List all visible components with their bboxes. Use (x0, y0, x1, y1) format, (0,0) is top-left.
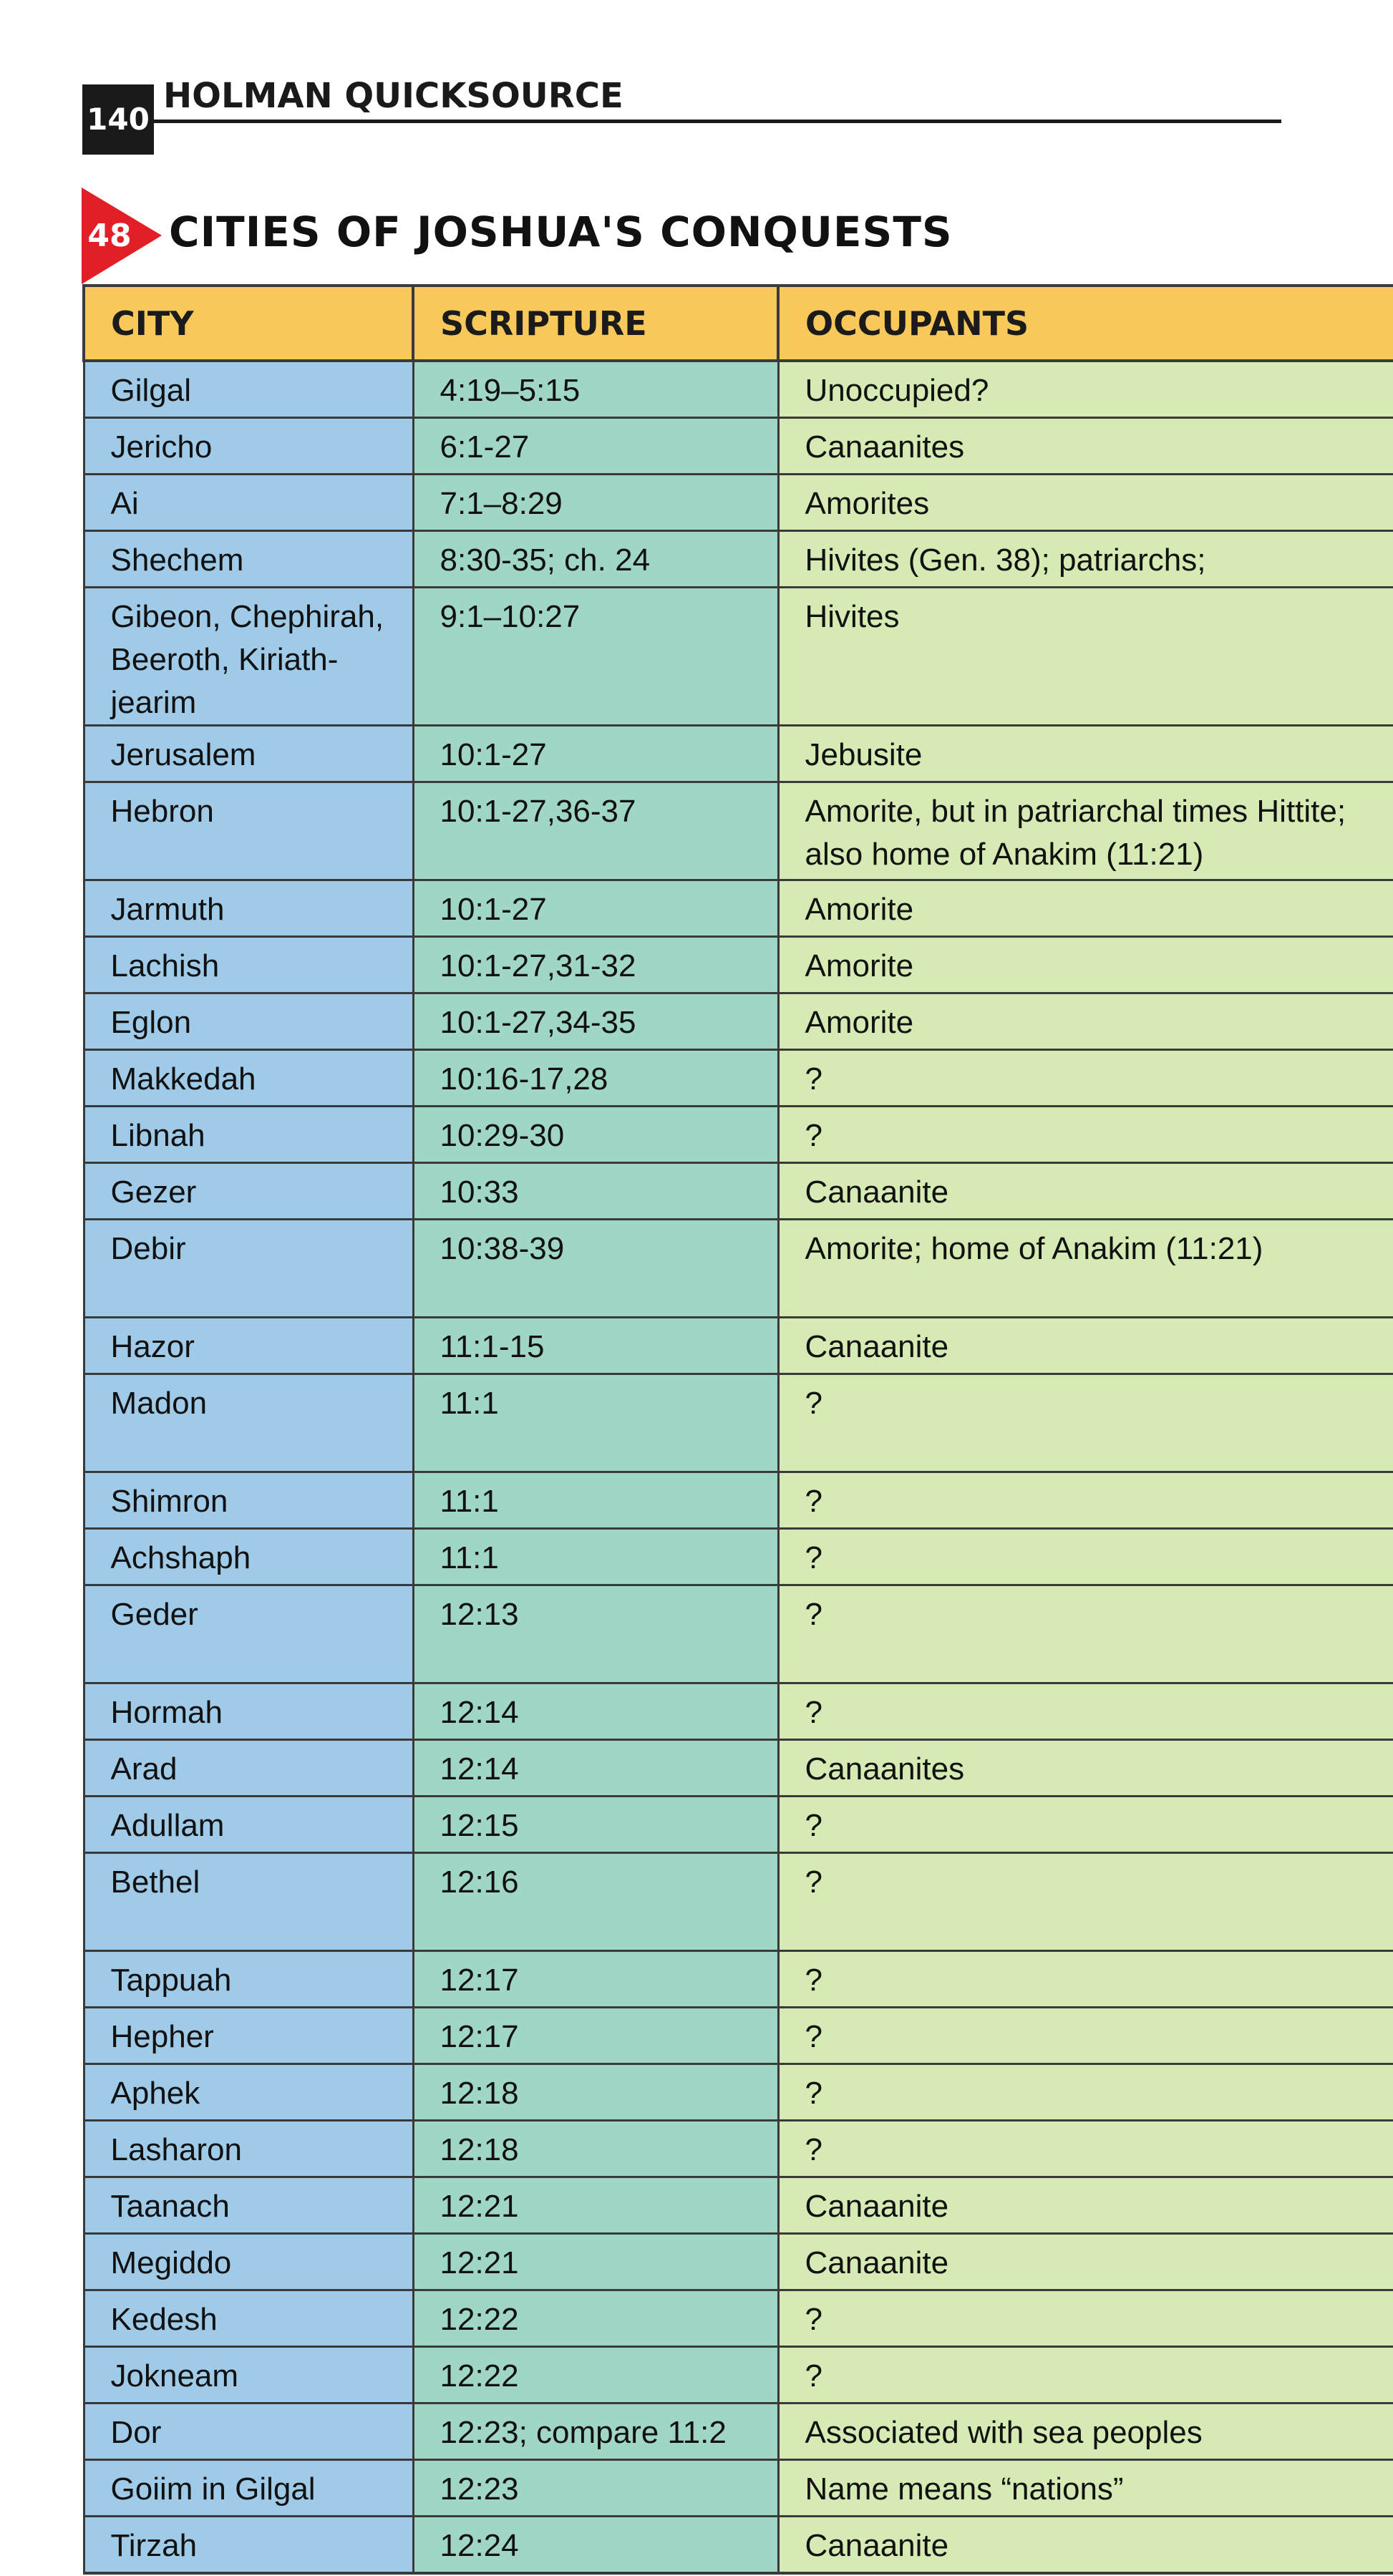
city-cell: Jarmuth (84, 880, 413, 937)
occupants-cell: ? (778, 1472, 1393, 1529)
occupants-cell: ? (778, 1107, 1393, 1163)
occupants-cell: ? (778, 2121, 1393, 2177)
scripture-cell: 12:18 (413, 2064, 778, 2121)
occupants-cell: ? (778, 1797, 1393, 1853)
scripture-cell: 12:18 (413, 2121, 778, 2177)
occupants-cell: Name means “nations” (778, 2460, 1393, 2517)
scripture-cell: 12:16 (413, 1853, 778, 1951)
scripture-cell: 12:14 (413, 1683, 778, 1740)
occupants-cell: ? (778, 1683, 1393, 1740)
table-row (84, 1529, 1393, 1585)
city-cell: Dor (84, 2404, 413, 2460)
column-header-scripture: SCRIPTURE (413, 286, 778, 361)
running-head: HOLMAN QUICKSOURCE (163, 76, 623, 116)
table-row (84, 1797, 1393, 1853)
city-cell: Shimron (84, 1472, 413, 1529)
table-row (84, 2121, 1393, 2177)
scripture-cell: 12:23; compare 11:2 (413, 2404, 778, 2460)
table-row (84, 2008, 1393, 2064)
scripture-cell: 10:33 (413, 1163, 778, 1220)
scripture-cell: 11:1-15 (413, 1318, 778, 1374)
scripture-cell: 12:22 (413, 2290, 778, 2347)
occupants-cell: Associated with sea peoples (778, 2404, 1393, 2460)
table-row (84, 1740, 1393, 1797)
city-cell: Achshaph (84, 1529, 413, 1585)
occupants-cell: ? (778, 1853, 1393, 1951)
city-cell: Megiddo (84, 2234, 413, 2290)
scripture-cell: 10:16-17,28 (413, 1050, 778, 1107)
scripture-cell: 12:17 (413, 1951, 778, 2008)
city-cell: Taanach (84, 2177, 413, 2234)
city-cell: Shechem (84, 531, 413, 588)
table-row (84, 1220, 1393, 1318)
scripture-cell: 12:17 (413, 2008, 778, 2064)
scripture-cell: 6:1-27 (413, 418, 778, 475)
city-cell: Gezer (84, 1163, 413, 1220)
scripture-cell: 11:1 (413, 1374, 778, 1472)
table-row (84, 2177, 1393, 2234)
table-row (84, 937, 1393, 993)
table-row (84, 1472, 1393, 1529)
occupants-cell: Canaanites (778, 1740, 1393, 1797)
occupants-cell: Amorite (778, 993, 1393, 1050)
table-row (84, 2064, 1393, 2121)
column-header-city: CITY (84, 286, 413, 361)
scripture-cell: 12:14 (413, 1740, 778, 1797)
table-header-row (84, 286, 1393, 361)
table-row (84, 1951, 1393, 2008)
occupants-cell: Canaanite (778, 1163, 1393, 1220)
table-row (84, 1853, 1393, 1951)
table-row (84, 418, 1393, 475)
occupants-cell: ? (778, 2008, 1393, 2064)
occupants-cell: Hivites (Gen. 38); patriarchs; (778, 531, 1393, 588)
scripture-cell: 10:1-27 (413, 880, 778, 937)
table-row (84, 880, 1393, 937)
scripture-cell: 4:19–5:15 (413, 361, 778, 418)
city-cell: Debir (84, 1220, 413, 1318)
occupants-cell: ? (778, 1951, 1393, 2008)
table-row (84, 2460, 1393, 2517)
occupants-cell: Amorites (778, 475, 1393, 531)
occupants-cell: ? (778, 2290, 1393, 2347)
city-cell: Hormah (84, 1683, 413, 1740)
table-row (84, 782, 1393, 880)
cities-table (82, 284, 1393, 2575)
city-cell: Kedesh (84, 2290, 413, 2347)
scripture-cell: 10:1-27,34-35 (413, 993, 778, 1050)
occupants-cell: ? (778, 1529, 1393, 1585)
column-header-occupants: OCCUPANTS (778, 286, 1393, 361)
table-row (84, 1050, 1393, 1107)
city-cell: Hazor (84, 1318, 413, 1374)
scripture-cell: 10:38-39 (413, 1220, 778, 1318)
city-cell: Tappuah (84, 1951, 413, 2008)
scripture-cell: 10:1-27 (413, 726, 778, 782)
table-row (84, 1683, 1393, 1740)
occupants-cell: Canaanite (778, 2517, 1393, 2574)
header-rule (154, 120, 1281, 123)
city-cell: Jericho (84, 418, 413, 475)
table-row (84, 531, 1393, 588)
occupants-cell: ? (778, 2064, 1393, 2121)
occupants-cell: Canaanite (778, 2177, 1393, 2234)
table-row (84, 2347, 1393, 2404)
city-cell: Geder (84, 1585, 413, 1683)
occupants-cell: Canaanite (778, 2234, 1393, 2290)
table-row (84, 726, 1393, 782)
city-cell: Eglon (84, 993, 413, 1050)
table-row (84, 1163, 1393, 1220)
scripture-cell: 12:24 (413, 2517, 778, 2574)
table-row (84, 1585, 1393, 1683)
table-row (84, 475, 1393, 531)
table-row (84, 2517, 1393, 2574)
section-title: CITIES OF JOSHUA'S CONQUESTS (169, 208, 953, 256)
occupants-cell: Jebusite (778, 726, 1393, 782)
city-cell: Gibeon, Chephirah, Beeroth, Kiriath-jearim (84, 588, 413, 726)
occupants-cell: Amorite; home of Anakim (11:21) (778, 1220, 1393, 1318)
city-cell: Hepher (84, 2008, 413, 2064)
city-cell: Hebron (84, 782, 413, 880)
city-cell: Arad (84, 1740, 413, 1797)
scripture-cell: 12:13 (413, 1585, 778, 1683)
city-cell: Adullam (84, 1797, 413, 1853)
section-number: 48 (87, 218, 132, 254)
occupants-cell: ? (778, 1374, 1393, 1472)
occupants-cell: ? (778, 1585, 1393, 1683)
table-row (84, 2234, 1393, 2290)
table-row (84, 2290, 1393, 2347)
table-row (84, 1374, 1393, 1472)
page-number: 140 (82, 84, 154, 155)
scripture-cell: 9:1–10:27 (413, 588, 778, 726)
city-cell: Makkedah (84, 1050, 413, 1107)
scripture-cell: 12:21 (413, 2234, 778, 2290)
scripture-cell: 10:1-27,31-32 (413, 937, 778, 993)
occupants-cell: Amorite, but in patriarchal times Hittite; also home of Anakim (11:21) (778, 782, 1393, 880)
occupants-cell: Hivites (778, 588, 1393, 726)
city-cell: Jokneam (84, 2347, 413, 2404)
city-cell: Lasharon (84, 2121, 413, 2177)
scripture-cell: 11:1 (413, 1472, 778, 1529)
scripture-cell: 12:22 (413, 2347, 778, 2404)
scripture-cell: 12:21 (413, 2177, 778, 2234)
scripture-cell: 7:1–8:29 (413, 475, 778, 531)
occupants-cell: Canaanite (778, 1318, 1393, 1374)
table-row (84, 588, 1393, 726)
table-row (84, 2404, 1393, 2460)
occupants-cell: Amorite (778, 880, 1393, 937)
table-row (84, 993, 1393, 1050)
occupants-cell: ? (778, 2347, 1393, 2404)
city-cell: Libnah (84, 1107, 413, 1163)
occupants-cell: Amorite (778, 937, 1393, 993)
city-cell: Madon (84, 1374, 413, 1472)
scripture-cell: 12:23 (413, 2460, 778, 2517)
occupants-cell: Canaanites (778, 418, 1393, 475)
occupants-cell: ? (778, 1050, 1393, 1107)
city-cell: Ai (84, 475, 413, 531)
table-row (84, 1107, 1393, 1163)
city-cell: Lachish (84, 937, 413, 993)
scripture-cell: 12:15 (413, 1797, 778, 1853)
table-row (84, 1318, 1393, 1374)
city-cell: Aphek (84, 2064, 413, 2121)
city-cell: Bethel (84, 1853, 413, 1951)
scripture-cell: 8:30-35; ch. 24 (413, 531, 778, 588)
table-row (84, 361, 1393, 418)
occupants-cell: Unoccupied? (778, 361, 1393, 418)
city-cell: Goiim in Gilgal (84, 2460, 413, 2517)
scripture-cell: 11:1 (413, 1529, 778, 1585)
scripture-cell: 10:1-27,36-37 (413, 782, 778, 880)
city-cell: Jerusalem (84, 726, 413, 782)
city-cell: Tirzah (84, 2517, 413, 2574)
scripture-cell: 10:29-30 (413, 1107, 778, 1163)
city-cell: Gilgal (84, 361, 413, 418)
